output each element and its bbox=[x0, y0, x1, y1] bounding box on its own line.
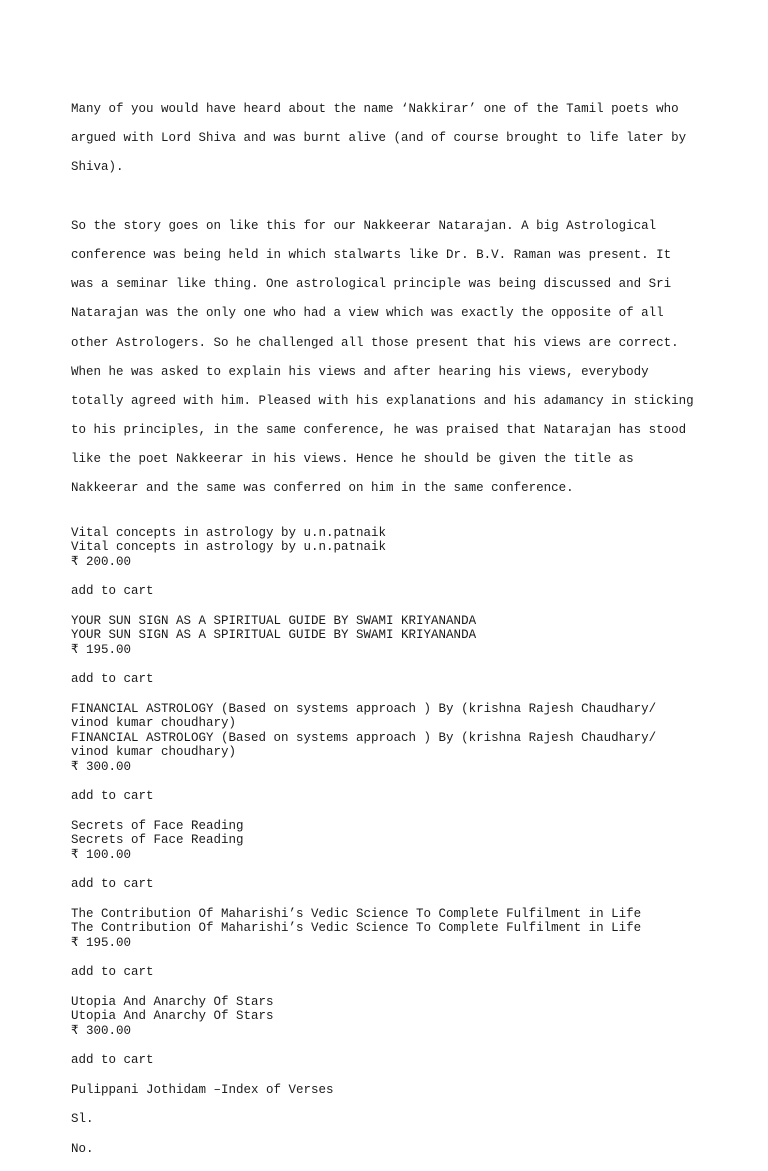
add-to-cart-button[interactable]: add to cart bbox=[71, 789, 154, 804]
intro-paragraph-1 bbox=[71, 87, 711, 189]
product-item bbox=[71, 907, 711, 951]
text-line: other Astrologers. So he challenged all those present that his views are correct. bbox=[71, 335, 679, 350]
add-to-cart-button[interactable]: add to cart bbox=[71, 965, 154, 980]
text-line: was a seminar like thing. One astrological principle was being discussed and Sri bbox=[71, 277, 672, 292]
add-to-cart-button[interactable]: add to cart bbox=[71, 671, 154, 686]
product-title-link[interactable]: Vital concepts in astrology by u.n.patnaik bbox=[71, 525, 387, 540]
product-title: Vital concepts in astrology by u.n.patnaik bbox=[71, 540, 387, 555]
product-item bbox=[71, 526, 711, 570]
add-to-cart-button[interactable]: add to cart bbox=[71, 877, 154, 892]
product-title: vinod kumar choudhary) bbox=[71, 745, 237, 760]
text-line: When he was asked to explain his views and after hearing his views, everybody bbox=[71, 364, 649, 379]
add-to-cart-button[interactable]: add to cart bbox=[71, 584, 154, 598]
text-line: Many of you would have heard about the name ‘Nakkirar’ one of the Tamil poets who bbox=[71, 101, 679, 116]
product-title-link[interactable]: Utopia And Anarchy Of Stars bbox=[71, 994, 274, 1009]
product-price: ₹ 300.00 bbox=[71, 1023, 132, 1038]
product-item bbox=[71, 702, 711, 775]
add-to-cart-button[interactable]: add to cart bbox=[71, 1053, 154, 1068]
intro-paragraph-2 bbox=[71, 204, 711, 510]
index-title: Pulippani Jothidam –Index of Verses bbox=[71, 1082, 334, 1097]
product-price: ₹ 195.00 bbox=[71, 935, 132, 950]
product-item bbox=[71, 995, 711, 1039]
index-column-sl: Sl. bbox=[71, 1112, 94, 1127]
text-line: Shiva). bbox=[71, 159, 124, 174]
product-title-link[interactable]: FINANCIAL ASTROLOGY (Based on systems approach ) By (krishna Rajesh Chaudhary/ bbox=[71, 701, 657, 716]
text-line: Natarajan was the only one who had a view which was exactly the opposite of all bbox=[71, 306, 664, 321]
product-title: The Contribution Of Maharishi’s Vedic Science To Complete Fulfilment in Life bbox=[71, 921, 642, 936]
text-line: argued with Lord Shiva and was burnt alive (and of course brought to life later by bbox=[71, 130, 687, 145]
text-line: Nakkeerar and the same was conferred on him in the same conference. bbox=[71, 481, 574, 496]
product-title-link[interactable]: The Contribution Of Maharishi’s Vedic Science To Complete Fulfilment in Life bbox=[71, 906, 642, 921]
product-price: ₹ 300.00 bbox=[71, 759, 132, 774]
text-line: to his principles, in the same conference, he was praised that Natarajan has stood bbox=[71, 423, 687, 438]
index-column-no: No. bbox=[71, 1141, 94, 1156]
product-item bbox=[71, 819, 711, 863]
document-page bbox=[71, 87, 711, 1171]
text-line: So the story goes on like this for our Nakkeerar Natarajan. A big Astrological bbox=[71, 218, 657, 233]
product-item bbox=[71, 614, 711, 658]
product-price: ₹ 100.00 bbox=[71, 847, 132, 862]
product-title-link[interactable]: vinod kumar choudhary) bbox=[71, 716, 237, 731]
product-title: YOUR SUN SIGN AS A SPIRITUAL GUIDE BY SWAMI KRIYANANDA bbox=[71, 628, 477, 643]
product-title: FINANCIAL ASTROLOGY (Based on systems approach ) By (krishna Rajesh Chaudhary/ bbox=[71, 730, 657, 745]
product-title: Secrets of Face Reading bbox=[71, 833, 244, 848]
product-title-link[interactable]: Secrets of Face Reading bbox=[71, 818, 244, 833]
product-price: ₹ 200.00 bbox=[71, 554, 132, 569]
text-line: like the poet Nakkeerar in his views. Hence he should be given the title as bbox=[71, 452, 634, 467]
text-line: conference was being held in which stalwarts like Dr. B.V. Raman was present. It bbox=[71, 247, 672, 262]
text-line: totally agreed with him. Pleased with his explanations and his adamancy in sticking bbox=[71, 393, 694, 408]
product-title: Utopia And Anarchy Of Stars bbox=[71, 1009, 274, 1024]
product-price: ₹ 195.00 bbox=[71, 642, 132, 657]
product-title-link[interactable]: YOUR SUN SIGN AS A SPIRITUAL GUIDE BY SWAMI KRIYANANDA bbox=[71, 613, 477, 628]
